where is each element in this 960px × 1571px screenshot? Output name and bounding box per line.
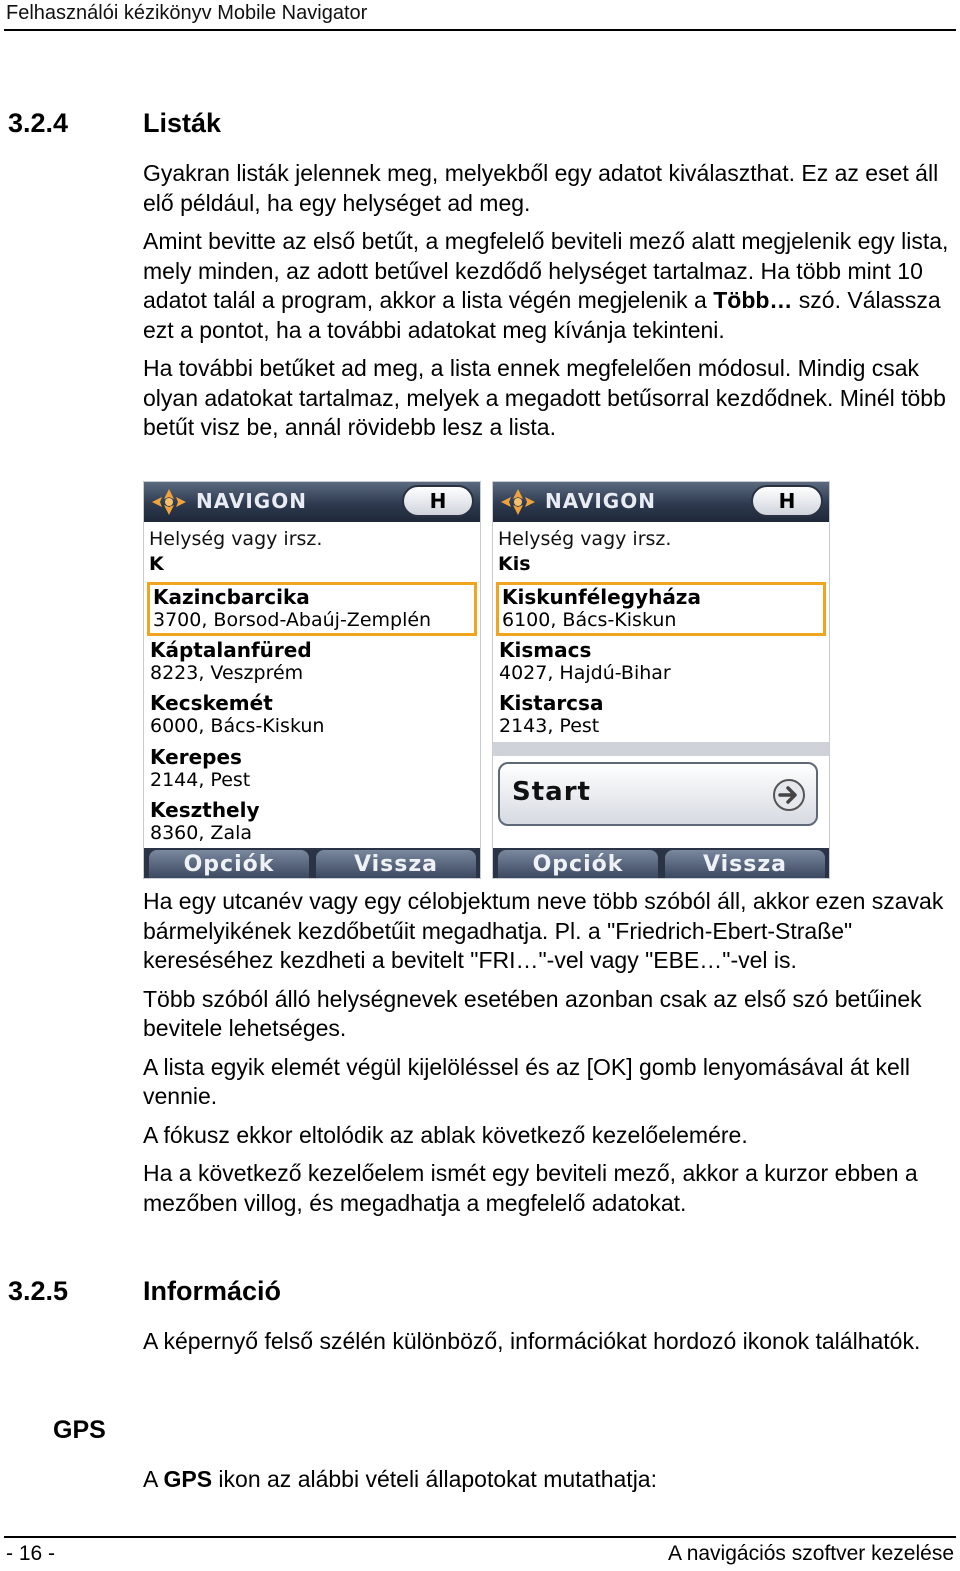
arrow-right-icon: [772, 778, 806, 812]
paragraph: A GPS ikon az alábbi vételi állapotokat mutathatja:: [143, 1466, 657, 1492]
header-rule: [4, 29, 956, 31]
brand: NAVIGON: [545, 489, 656, 513]
paragraph: Amint bevitte az első betűt, a megfelelő beviteli mező alatt megjelenik egy lista, mely minden, az adott betűvel kezdődő helységet tartalmaz. Ha több mint 10 adatot talál a program, akkor a lista végén megjelenik a Több… szó. Válassza ezt a pontot, ha a további adatokat meg kívánja tekinteni.: [143, 228, 949, 343]
paragraph: A fókusz ekkor eltolódik az ablak következő kezelőelemére.: [143, 1121, 748, 1148]
home-button[interactable]: H: [402, 485, 474, 517]
footer-rule: [4, 1536, 956, 1538]
result-list: [144, 582, 480, 850]
city-input[interactable]: K: [149, 553, 164, 575]
brand: NAVIGON: [196, 489, 307, 513]
paragraph: Ha egy utcanév vagy egy célobjektum neve több szóból áll, akkor ezen szavak bármelyikének kezdőbetűit megadhatja. Pl. a "Friedrich-Ebert-Straße" kereséséhez kezdheti a bevitelt "FRI…"-vel vagy "EBE…"-vel is.: [143, 888, 944, 973]
paragraph: Több szóból álló helységnevek esetében azonban csak az első szó betűinek bevitele lehetséges.: [143, 985, 922, 1041]
navigon-logo-icon: [152, 489, 186, 515]
options-button[interactable]: Opciók: [498, 850, 658, 878]
city-input[interactable]: Kis: [498, 553, 531, 575]
section-body: [143, 159, 955, 452]
result-list: [493, 582, 829, 743]
navigon-logo-icon: [501, 489, 535, 515]
list-divider: [493, 742, 829, 756]
options-button[interactable]: Opciók: [149, 850, 309, 878]
field-label: Helység vagy irsz.: [149, 528, 323, 550]
start-button[interactable]: [498, 762, 818, 826]
device-screen-2: [492, 481, 830, 879]
header-title: Felhasználói kézikönyv Mobile Navigator: [6, 2, 368, 24]
paragraph: Gyakran listák jelennek meg, melyekből egy adatot kiválaszthat. Ez az eset áll elő például, ha egy helységet ad meg.: [143, 160, 939, 216]
back-button[interactable]: Vissza: [665, 850, 825, 878]
list-item[interactable]: Kiskunfélegyháza 6100, Bács-Kiskun: [496, 582, 826, 636]
section-body-3: [143, 1327, 955, 1366]
back-button[interactable]: Vissza: [316, 850, 476, 878]
list-item[interactable]: Kazincbarcika 3700, Borsod-Abaúj-Zemplén: [147, 582, 477, 636]
home-button[interactable]: H: [751, 485, 823, 517]
title-bar: [493, 482, 829, 522]
page-number: - 16 -: [6, 1542, 56, 1565]
field-label: Helység vagy irsz.: [498, 528, 672, 550]
section-body-2: [143, 887, 955, 1227]
gps-body: [143, 1465, 955, 1504]
list-item[interactable]: Kecskemét 6000, Bács-Kiskun: [150, 691, 325, 737]
list-item[interactable]: Keszthely 8360, Zala: [150, 798, 260, 844]
bottom-bar: [144, 848, 480, 878]
paragraph: Ha további betűket ad meg, a lista ennek megfelelően módosul. Mindig csak olyan adatokat tartalmaz, melyek a megadott betűsorral kezdődnek. Minél több betűt visz be, annál rövidebb lesz a lista.: [143, 355, 946, 440]
list-item[interactable]: Káptalanfüred 8223, Veszprém: [150, 637, 312, 684]
list-item[interactable]: Kismacs 4027, Hajdú-Bihar: [499, 637, 671, 684]
start-button-label: Start: [512, 777, 591, 807]
device-screen-1: [143, 481, 481, 879]
paragraph: A képernyő felső szélén különböző, információkat hordozó ikonok találhatók.: [143, 1328, 921, 1354]
section-number: 3.2.4: [8, 108, 69, 138]
chapter-title: A navigációs szoftver kezelése: [668, 1542, 954, 1565]
bottom-bar: [493, 848, 829, 878]
paragraph: A lista egyik elemét végül kijelöléssel és az [OK] gomb lenyomásával át kell vennie.: [143, 1053, 911, 1109]
list-item[interactable]: Kistarcsa 2143, Pest: [499, 691, 604, 737]
section-title: Információ: [143, 1276, 282, 1306]
keyword: Több…: [713, 287, 793, 313]
gps-heading: GPS: [53, 1416, 106, 1444]
list-item[interactable]: Kerepes 2144, Pest: [150, 744, 251, 791]
section-title: Listák: [143, 108, 222, 138]
section-number: 3.2.5: [8, 1276, 69, 1306]
title-bar: [144, 482, 480, 522]
paragraph: Ha a következő kezelőelem ismét egy beviteli mező, akkor a kurzor ebben a mezőben villog, és megadhatja a megfelelő adatokat.: [143, 1160, 918, 1216]
